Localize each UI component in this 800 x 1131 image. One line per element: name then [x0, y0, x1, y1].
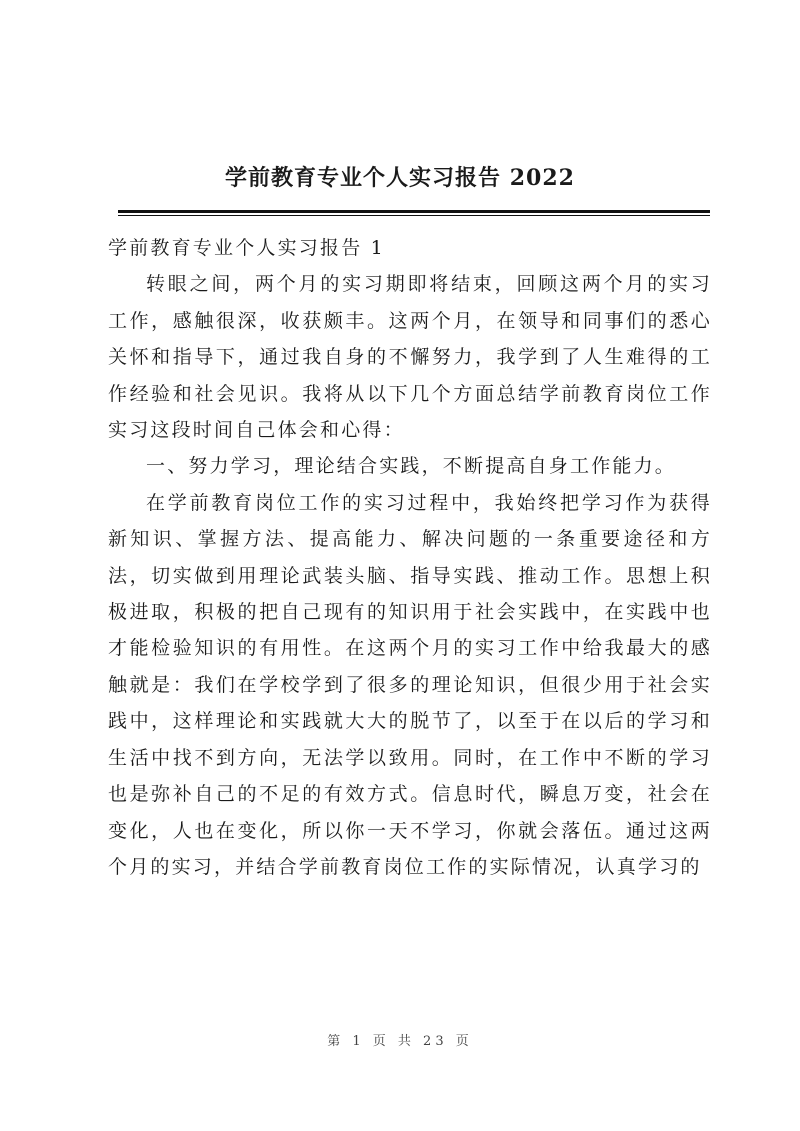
paragraph-point-one: 一、努力学习，理论结合实践，不断提高自身工作能力。 — [146, 455, 677, 478]
page-number-footer: 第 1 页 共 23 页 — [327, 1034, 473, 1049]
title-divider — [118, 210, 710, 216]
document-title: 学前教育专业个人实习报告 2022 — [225, 165, 575, 191]
paragraph-body: 在学前教育岗位工作的实习过程中，我始终把学习作为获得新知识、掌握方法、提高能力、解决问题的一条重要途径和方法，切实做到用理论武装头脑、指导实践、推动工作。思想上积极进取，积极的把自己现有的知识用于社会实践中，在实践中也才能检验知识的有用性。在这两个月的实习工作中给我最大的感触就是：我们在学校学到了很多的理论知识，但很少用于社会实践中，这样理论和实践就大大的脱节了，以至于在以后的学习和生活中找不到方向，无法学以致用。同时，在工作中不断的学习也是弥补自己的不足的有效方式。信息时代，瞬息万变，社会在变化，人也在变化，所以你一天不学习，你就会落伍。通过这两个月的实习，并结合学前教育岗位工作的实际情况，认真学习的 — [108, 491, 712, 878]
document-body — [108, 230, 712, 885]
paragraph-intro: 转眼之间，两个月的实习期即将结束，回顾这两个月的实习工作，感触很深，收获颇丰。这两个月，在领导和同事们的悉心关怀和指导下，通过我自身的不懈努力，我学到了人生难得的工作经验和社会见识。我将从以下几个方面总结学前教育岗位工作实习这段时间自己体会和心得： — [108, 273, 712, 442]
section-heading: 学前教育专业个人实习报告 1 — [108, 237, 385, 259]
